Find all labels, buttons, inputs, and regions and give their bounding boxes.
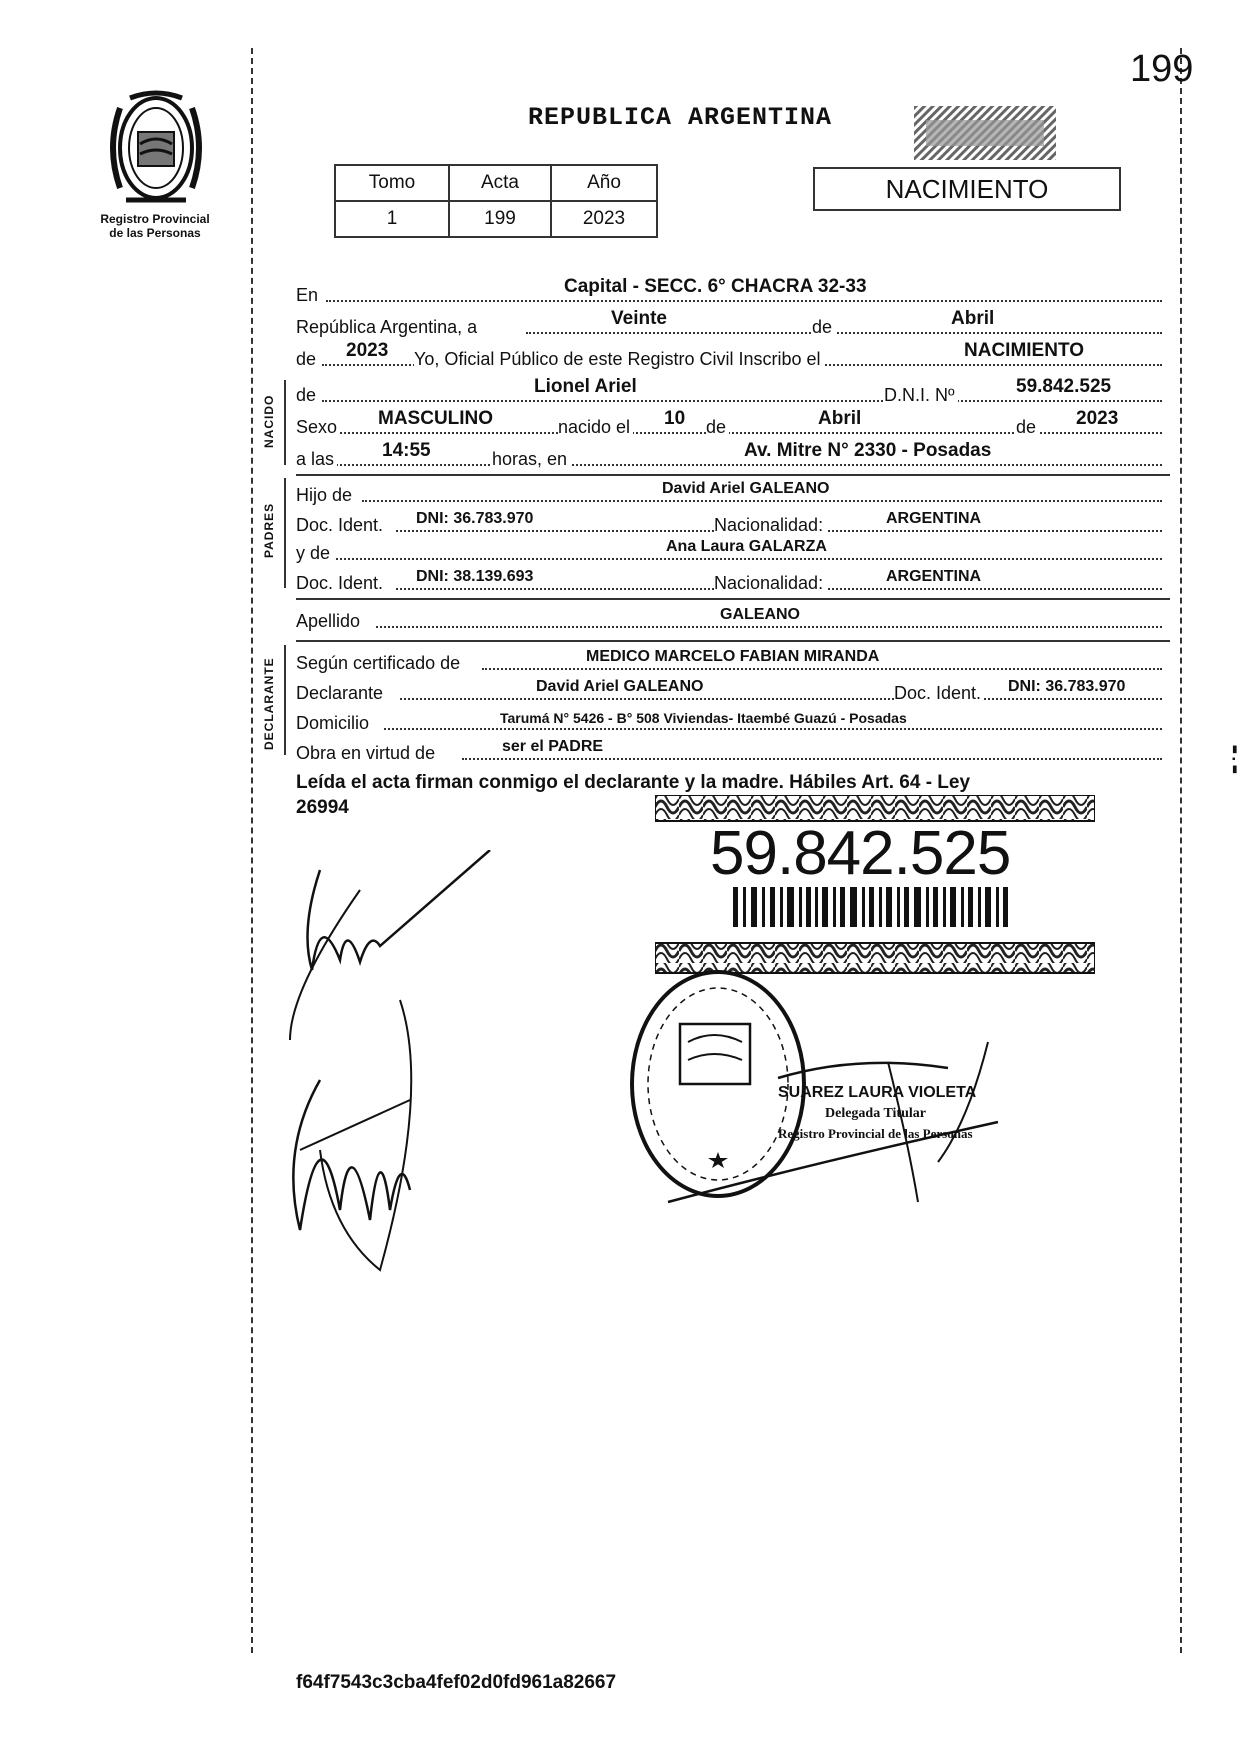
child-dni-value: 59.842.525 bbox=[1016, 376, 1112, 397]
field-row-padre-doc: Doc. Ident. DNI: 36.783.970 Nacionalidad: ARGENTINA bbox=[296, 508, 1170, 538]
section-bar-declarante bbox=[284, 645, 286, 755]
page-number: 199 bbox=[1130, 48, 1194, 90]
field-row-inscribo: de 2023 Yo, Oficial Público de este Registro Civil Inscribo el NACIMIENTO bbox=[296, 342, 1170, 372]
field-row-nombre: de Lionel Ariel D.N.I. Nº 59.842.525 bbox=[296, 378, 1170, 408]
birth-day-value: 10 bbox=[664, 408, 686, 429]
reference-table bbox=[334, 164, 658, 238]
closing-statement: Leída el acta firman conmigo el declarante y la madre. Hábiles Art. 64 - Ley 26994 bbox=[296, 772, 971, 818]
field-row-certificado: Según certificado de MEDICO MARCELO FABIAN MIRANDA bbox=[296, 646, 1170, 676]
field-row-domicilio: Domicilio Tarumá N° 5426 - B° 508 Viviendas- Itaembé Guazú - Posadas bbox=[296, 706, 1170, 736]
left-margin-line bbox=[251, 48, 253, 1653]
mother-dni-value: DNI: 38.139.693 bbox=[416, 568, 534, 585]
section-label-nacido: NACIDO bbox=[262, 394, 276, 448]
section-divider bbox=[296, 474, 1170, 476]
field-row-padre: Hijo de David Ariel GALEANO bbox=[296, 478, 1170, 508]
acta-value: 199 bbox=[449, 201, 551, 237]
certificate-value: MEDICO MARCELO FABIAN MIRANDA bbox=[586, 648, 880, 665]
officer-role: Delegada Titular bbox=[825, 1106, 926, 1121]
security-stamp-icon bbox=[914, 106, 1056, 160]
birth-month-value: Abril bbox=[818, 408, 862, 429]
tomo-value: 1 bbox=[335, 201, 449, 237]
surname-value: GALEANO bbox=[720, 606, 800, 623]
officer-name: SUAREZ LAURA VIOLETA bbox=[778, 1084, 977, 1101]
field-row-sexo: Sexo MASCULINO nacido el 10 de Abril de 2023 bbox=[296, 410, 1170, 440]
basis-value: ser el PADRE bbox=[502, 738, 604, 755]
address-value: Tarumá N° 5426 - B° 508 Viviendas- Itaembé Guazú - Posadas bbox=[500, 710, 907, 726]
section-label-declarante: DECLARANTE bbox=[262, 657, 276, 750]
officer-organization: Registro Provincial de las Personas bbox=[778, 1126, 973, 1141]
registry-caption: Registro Provincial de las Personas bbox=[100, 212, 210, 240]
section-divider bbox=[296, 640, 1170, 642]
father-name-value: David Ariel GALEANO bbox=[662, 480, 830, 497]
anio-value: 2023 bbox=[551, 201, 657, 237]
field-row-madre-doc: Doc. Ident. DNI: 38.139.693 Nacionalidad: ARGENTINA bbox=[296, 566, 1170, 596]
anio-header: Año bbox=[551, 165, 657, 201]
mother-name-value: Ana Laura GALARZA bbox=[666, 538, 827, 555]
edge-marks: ▮ ▪ ▮ bbox=[1232, 744, 1238, 775]
declarant-name-value: David Ariel GALEANO bbox=[536, 678, 704, 695]
signature-icon bbox=[260, 850, 500, 1280]
birth-time-value: 14:55 bbox=[382, 440, 431, 461]
field-row-en: En Capital - SECC. 6° CHACRA 32-33 bbox=[296, 278, 1170, 308]
day-value: Veinte bbox=[611, 308, 667, 329]
right-margin-line bbox=[1180, 48, 1182, 1653]
birth-year-value: 2023 bbox=[1076, 408, 1119, 429]
record-type-box: NACIMIENTO bbox=[813, 167, 1121, 211]
tomo-header: Tomo bbox=[335, 165, 449, 201]
place-value: Capital - SECC. 6° CHACRA 32-33 bbox=[564, 276, 867, 297]
dni-large-number: 59.842.525 bbox=[710, 819, 1011, 888]
field-row-declarante: Declarante David Ariel GALEANO Doc. Ident. DNI: 36.783.970 bbox=[296, 676, 1170, 706]
month-value: Abril bbox=[951, 308, 995, 329]
section-bar-padres bbox=[284, 478, 286, 588]
field-row-apellido: Apellido GALEANO bbox=[296, 604, 1170, 634]
inscribo-value: NACIMIENTO bbox=[964, 340, 1084, 361]
acta-header: Acta bbox=[449, 165, 551, 201]
document-hash: f64f7543c3cba4fef02d0fd961a82667 bbox=[296, 1672, 617, 1693]
document-title: REPUBLICA ARGENTINA bbox=[528, 103, 833, 132]
birth-place-value: Av. Mitre N° 2330 - Posadas bbox=[744, 440, 992, 461]
sex-value: MASCULINO bbox=[378, 408, 494, 429]
father-nationality-value: ARGENTINA bbox=[886, 510, 982, 527]
field-row-hora: a las 14:55 horas, en Av. Mitre N° 2330 - Posadas bbox=[296, 442, 1170, 472]
child-name-value: Lionel Ariel bbox=[534, 376, 637, 397]
section-divider bbox=[296, 598, 1170, 600]
declarant-dni-value: DNI: 36.783.970 bbox=[1008, 678, 1126, 695]
field-row-fecha: República Argentina, a Veinte de Abril bbox=[296, 310, 1170, 340]
field-row-obra: Obra en virtud de ser el PADRE bbox=[296, 736, 1170, 766]
section-label-padres: PADRES bbox=[262, 502, 276, 558]
field-row-madre: y de Ana Laura GALARZA bbox=[296, 536, 1170, 566]
mother-nationality-value: ARGENTINA bbox=[886, 568, 982, 585]
father-dni-value: DNI: 36.783.970 bbox=[416, 510, 534, 527]
section-bar-nacido bbox=[284, 380, 286, 465]
year-value: 2023 bbox=[346, 340, 389, 361]
misiones-seal-icon bbox=[96, 88, 216, 208]
